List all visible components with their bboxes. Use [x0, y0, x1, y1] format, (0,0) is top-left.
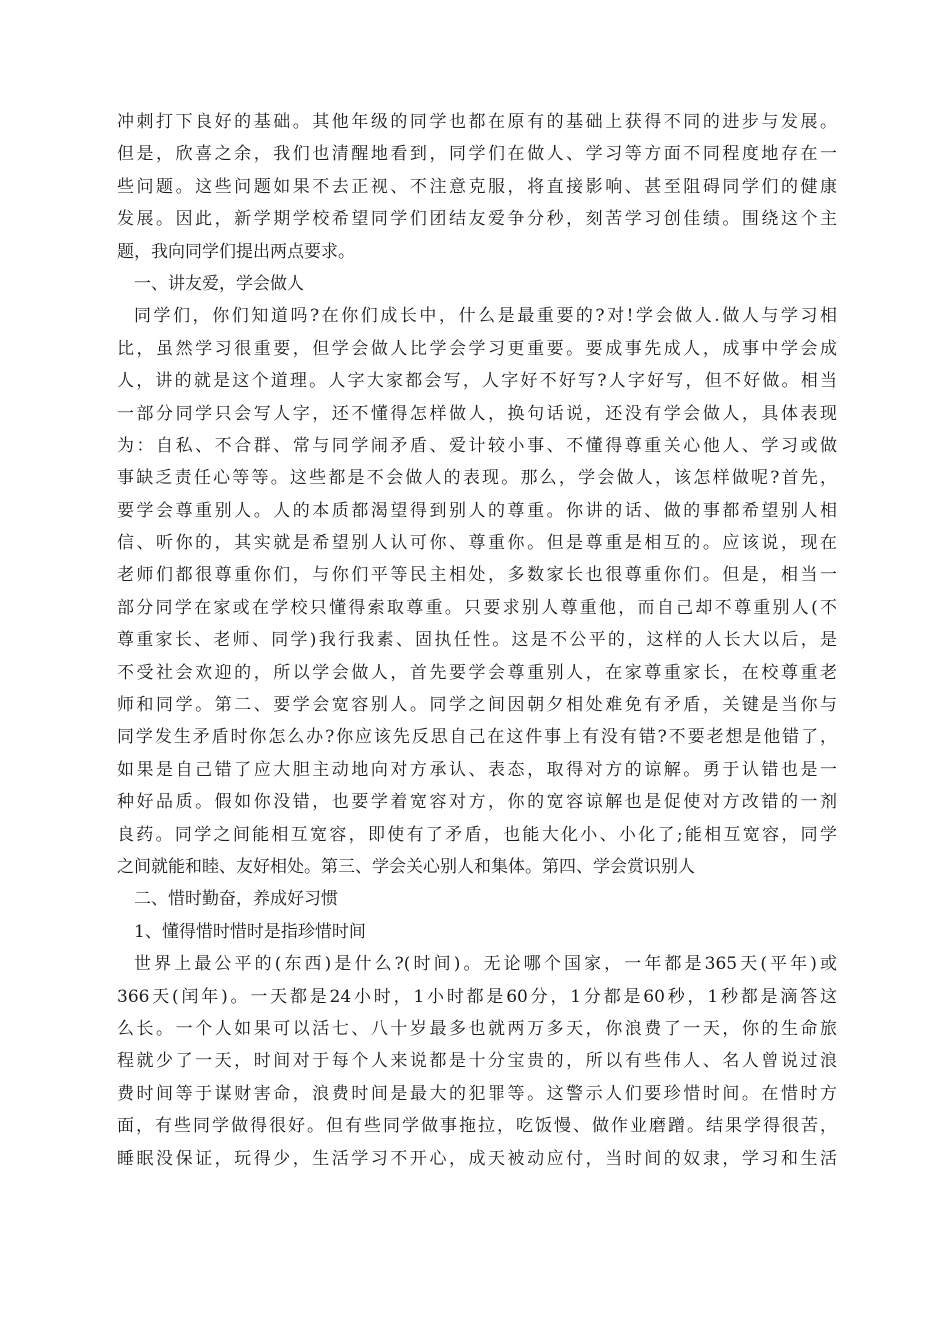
text-line: 良药。同学之间能相互宽容，即使有了矛盾，也能大化小、小化了;能相互宽容，同学: [117, 824, 837, 845]
text-line: 一、讲友爱，学会做人: [134, 273, 304, 294]
text-line: 部分同学在家或在学校只懂得索取尊重。只要求别人尊重他，而自己却不尊重别人(不: [117, 597, 837, 618]
text-line: 同学发生矛盾时你怎么办?你应该先反思自己在这件事上有没有错?不要老想是他错了，: [117, 727, 837, 748]
text-line: 比，虽然学习很重要，但学会做人比学会学习更重要。要成事先成人，成事中学会成: [117, 338, 837, 359]
text-line: 些问题。这些问题如果不去正视、不注意克服，将直接影响、甚至阻碍同学们的健康: [117, 176, 837, 197]
text-line: 费时间等于谋财害命，浪费时间是最大的犯罪等。这警示人们要珍惜时间。在惜时方: [117, 1083, 837, 1104]
text-line: 二、惜时勤奋，养成好习惯: [134, 889, 338, 910]
text-line: 睡眠没保证，玩得少，生活学习不开心，成天被动应付，当时间的奴隶，学习和生活: [117, 1148, 837, 1169]
text-line: 不受社会欢迎的，所以学会做人，首先要学会尊重别人，在家尊重家长，在校尊重老: [117, 662, 837, 683]
text-line: 世界上最公平的(东西)是什么?(时间)。无论哪个国家，一年都是365天(平年)或: [134, 954, 837, 975]
text-line: 1、懂得惜时惜时是指珍惜时间: [134, 921, 366, 942]
text-line: 之间就能和睦、友好相处。第三、学会关心别人和集体。第四、学会赏识别人: [117, 856, 695, 877]
text-line: 冲刺打下良好的基础。其他年级的同学也都在原有的基础上获得不同的进步与发展。: [117, 112, 837, 132]
text-line: 种好品质。假如你没错，也要学着宽容对方，你的宽容谅解也是促使对方改错的一剂: [117, 792, 837, 813]
text-line: 事缺乏责任心等等。这些都是不会做人的表现。那么，学会做人，该怎样做呢?首先，: [117, 468, 837, 489]
text-line: 一部分同学只会写人字，还不懂得怎样做人，换句话说，还没有学会做人，具体表现: [117, 403, 837, 424]
text-line: 发展。因此，新学期学校希望同学们团结友爱争分秒，刻苦学习创佳绩。围绕这个主: [117, 209, 837, 230]
text-line: 尊重家长、老师、同学)我行我素、固执任性。这是不公平的，这样的人长大以后，是: [117, 630, 837, 651]
text-line: 程就少了一天，时间对于每个人来说都是十分宝贵的，所以有些伟人、名人曾说过浪: [117, 1051, 837, 1072]
text-line: 面，有些同学做得很好。但有些同学做事拖拉，吃饭慢、做作业磨蹭。结果学得很苦，: [117, 1116, 837, 1137]
text-line: 信、听你的，其实就是希望别人认可你、尊重你。但是尊重是相互的。应该说，现在: [117, 533, 837, 554]
text-line: 题，我向同学们提出两点要求。: [117, 241, 355, 262]
text-line: 么长。一个人如果可以活七、八十岁最多也就两万多天，你浪费了一天，你的生命旅: [117, 1018, 837, 1039]
text-line: 如果是自己错了应大胆主动地向对方承认、表态，取得对方的谅解。勇于认错也是一: [117, 759, 837, 780]
text-line: 同学们，你们知道吗?在你们成长中，什么是最重要的?对!学会做人.做人与学习相: [134, 306, 837, 327]
text-line: 人，讲的就是这个道理。人字大家都会写，人字好不好写?人字好写，但不好做。相当: [117, 371, 837, 392]
text-line: 为：自私、不合群、常与同学闹矛盾、爱计较小事、不懂得尊重关心他人、学习或做: [117, 435, 837, 456]
document-body: [117, 106, 837, 1175]
text-line: 师和同学。第二、要学会宽容别人。同学之间因朝夕相处难免有矛盾，关键是当你与: [117, 695, 837, 716]
text-line: 366天(闰年)。一天都是24小时，1小时都是60分，1分都是60秒，1秒都是滴答这: [117, 986, 837, 1007]
text-line: 但是，欣喜之余，我们也清醒地看到，同学们在做人、学习等方面不同程度地存在一: [117, 144, 837, 165]
text-line: 要学会尊重别人。人的本质都渴望得到别人的尊重。你讲的话、做的事都希望别人相: [117, 500, 837, 521]
text-line: 老师们都很尊重你们，与你们平等民主相处，多数家长也很尊重你们。但是，相当一: [117, 565, 837, 586]
